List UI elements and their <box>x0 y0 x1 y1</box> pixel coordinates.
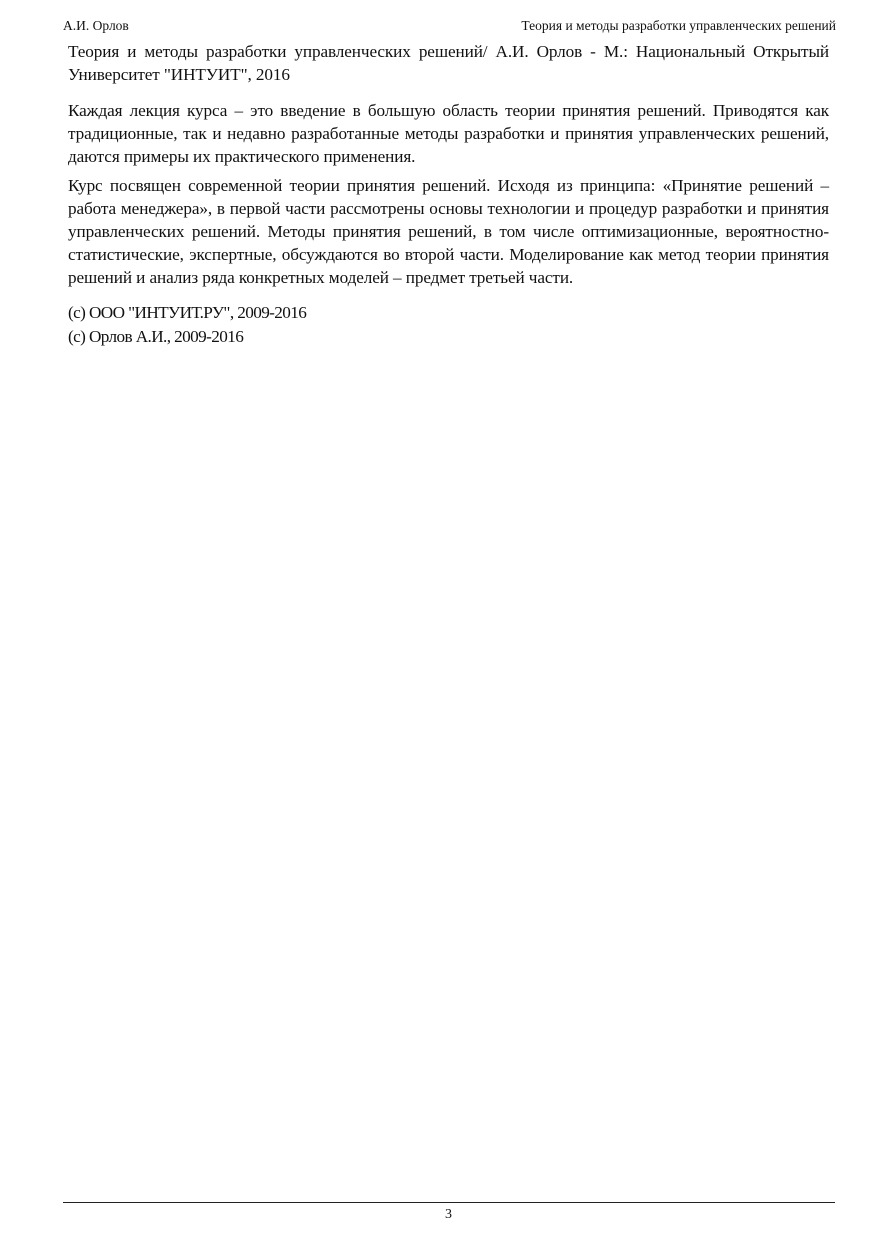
copyright-author: (c) Орлов А.И., 2009-2016 <box>68 327 244 346</box>
footer-divider <box>63 1202 835 1203</box>
course-summary-paragraph: Курс посвящен современной теории принятия решений. Исходя из принципа: «Принятие решений – работа менеджера», в первой части рассмотрены основы технологии и процедур разработки и принятия управленческих решений. Методы принятия решений, в том числе оптимизационные, вероятностно-статистические, экспертные, обсуждаются во второй части. Моделирование как метод теории принятия решений и анализ ряда конкретных моделей – предмет третьей части. <box>68 176 829 287</box>
course-intro-paragraph: Каждая лекция курса – это введение в большую область теории принятия решений. Приводятся как традиционные, так и недавно разработанные методы разработки и принятия управленческих решений, даются примеры их практического применения. <box>68 101 829 166</box>
copyright-publisher: (c) ООО "ИНТУИТ.РУ", 2009-2016 <box>68 303 307 322</box>
page-content <box>68 40 829 349</box>
header-book-title: Теория и методы разработки управленческих решений <box>521 18 836 33</box>
running-header <box>63 16 836 36</box>
header-author: А.И. Орлов <box>63 18 129 33</box>
bibliographic-citation: Теория и методы разработки управленческих решений/ А.И. Орлов - М.: Национальный Открытый Университет "ИНТУИТ", 2016 <box>68 42 829 84</box>
page-number: 3 <box>445 1207 452 1222</box>
